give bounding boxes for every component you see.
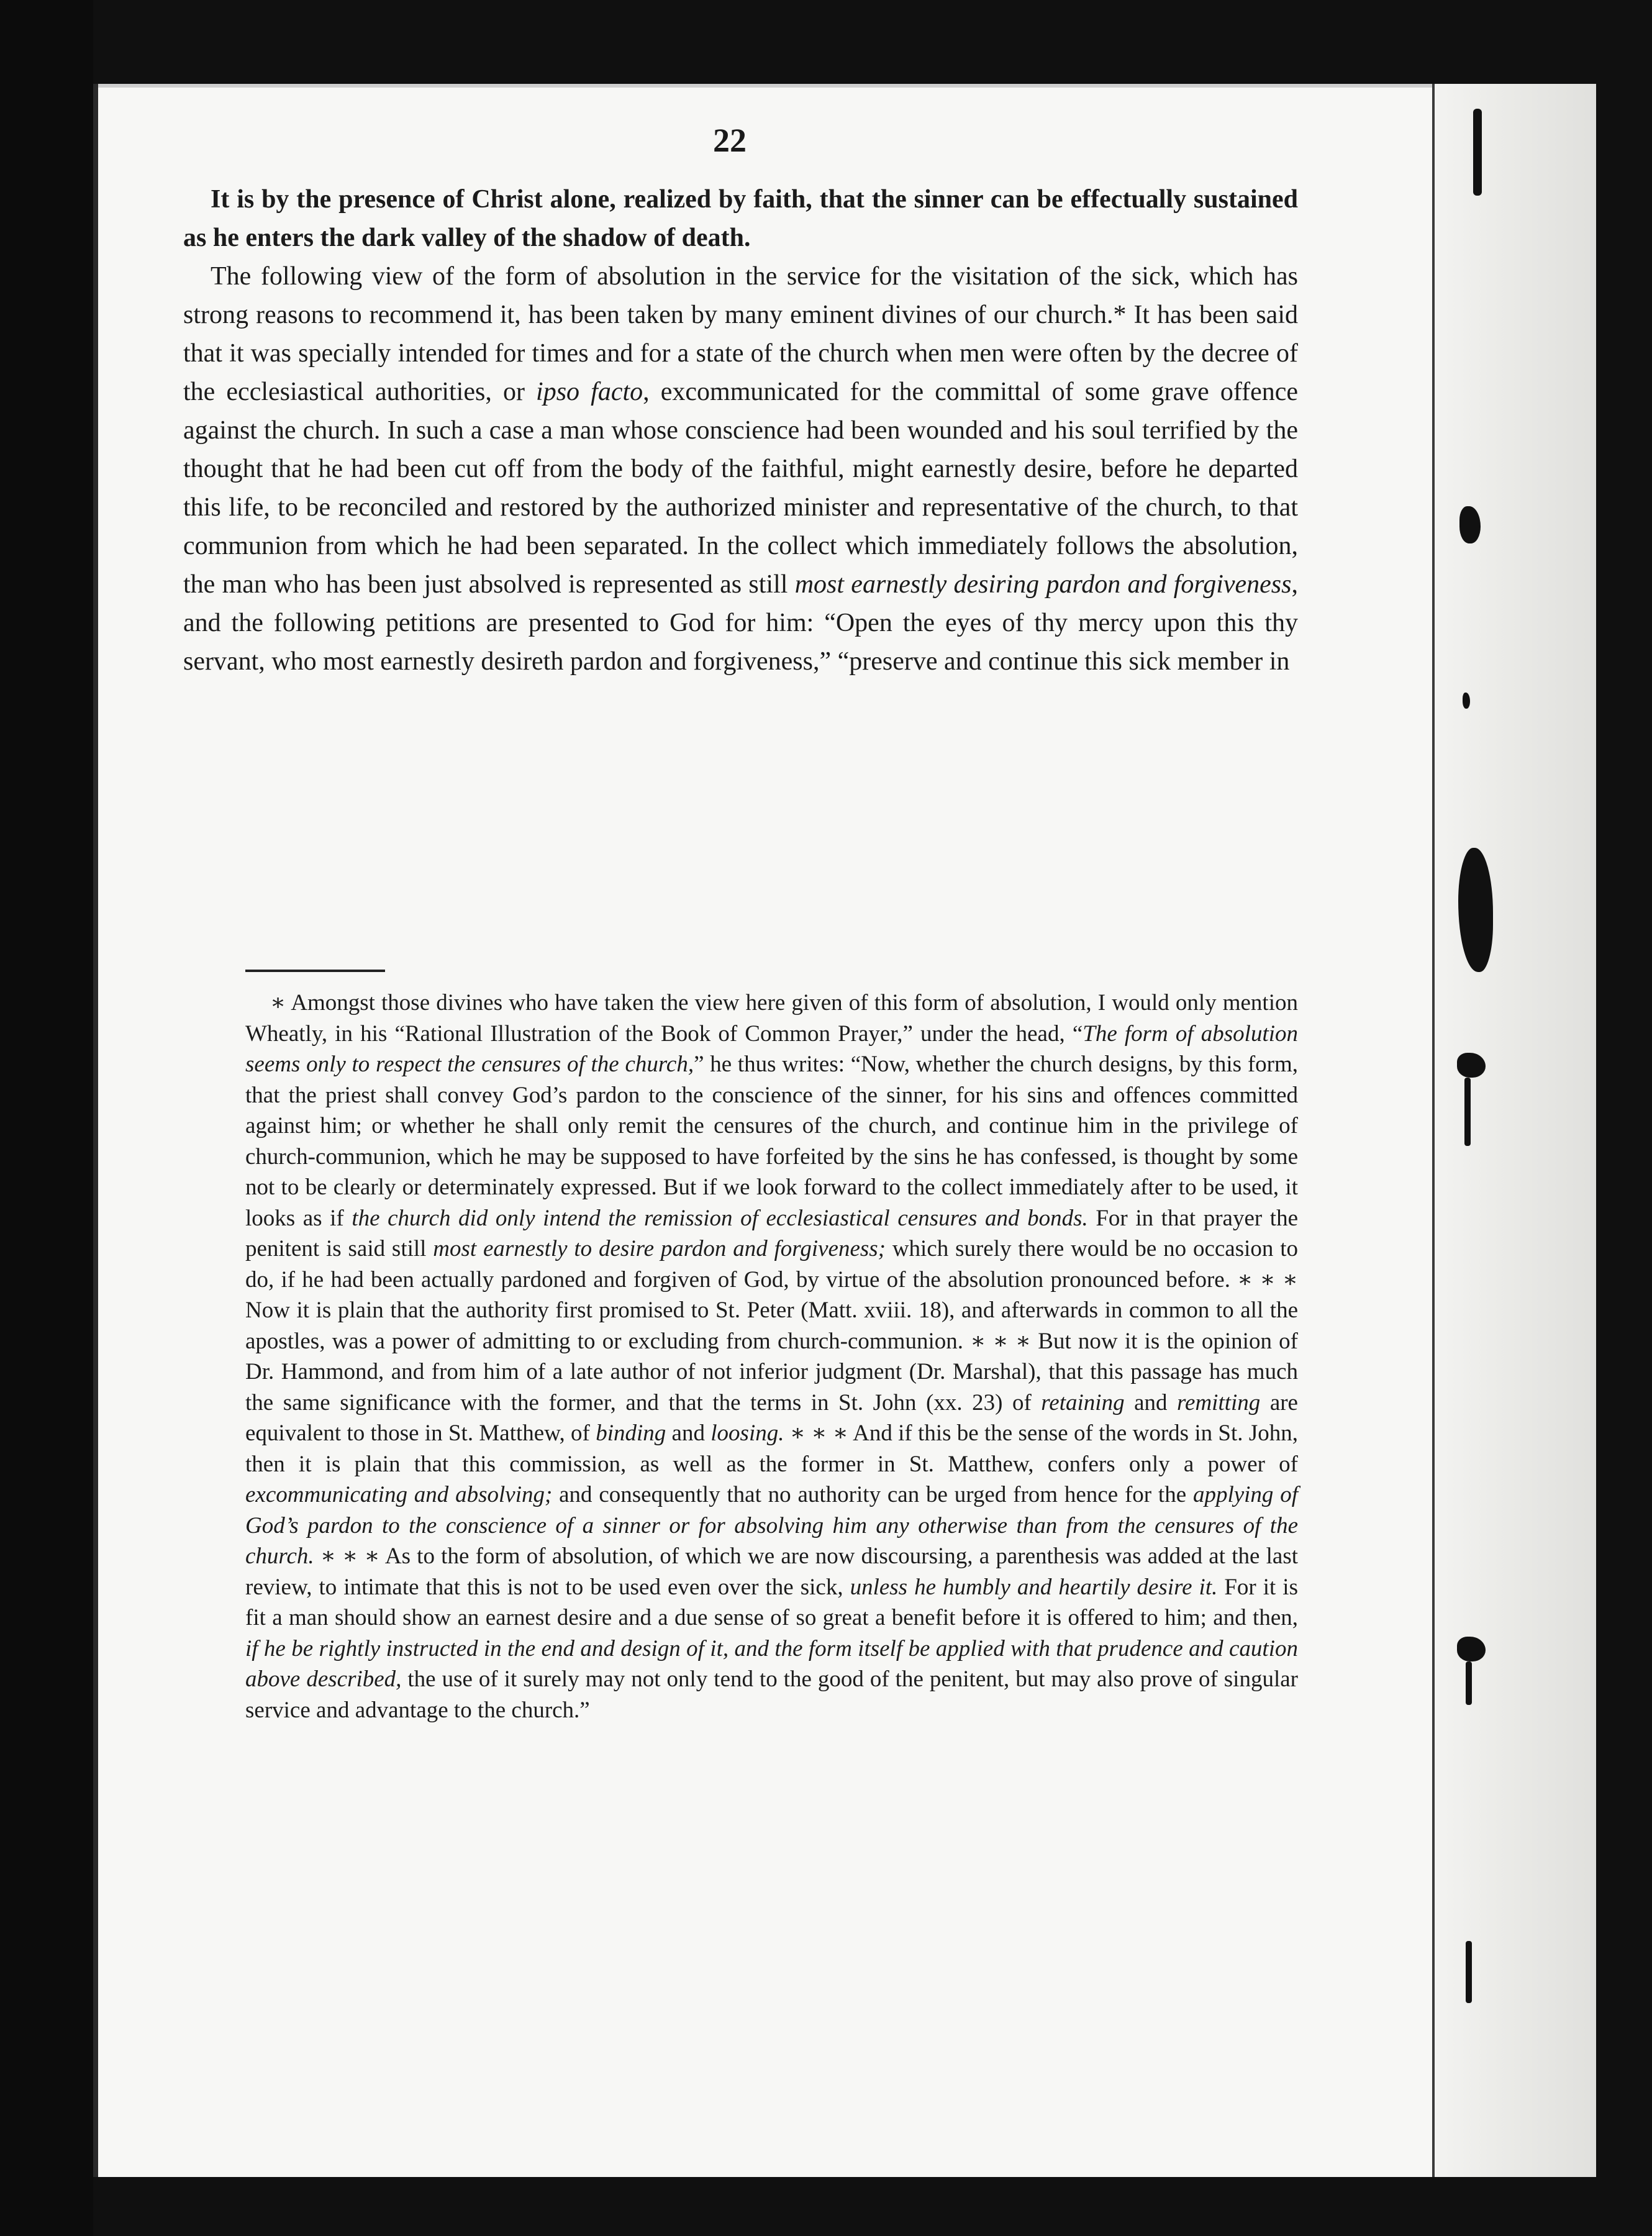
binding-mark [1463,693,1470,709]
binding-mark [1466,1661,1472,1705]
fn-emphasis: applying of God’s pardon to the conscience of a sinner or for absolving him any otherwise than from the censures of the church. [245,1482,1299,1569]
fn-text: are equivalent to those in St. Matthew, of [245,1389,1298,1446]
binding-mark [1473,109,1482,196]
fn-text: For in that prayer the penitent is said still [245,1205,1298,1261]
fn-text: For it is fit a man should show an earnest desire and a due sense of so great a benefit before it is offered to him; and then, [245,1574,1298,1630]
fn-emphasis: if he be rightly instructed in the end and design of it, and the form itself be applied with that prudence and caution above described, [245,1635,1298,1692]
sentence: , excommunicated for the committal of some grave offence against the church. [183,378,1298,445]
main-text [183,180,1298,681]
fn-text: ∗ Amongst those divines who have taken the view here given of this form of absolution, I would only mention Wheatly, in his “Rational Illustration of the Book of Common Prayer,” under the head, “ [245,990,1298,1047]
fn-text: the use of it surely may not only tend to the good of the penitent, but may also prove of singular service and advantage to the church.” [245,1666,1298,1723]
page-gutter [1432,84,1596,2177]
fn-emphasis: remitting [1177,1389,1261,1416]
binding-mark [1464,1078,1471,1146]
sentence: In the collect which immediately follows the absolution, the man who has been just absolved is represented as still [183,532,1298,599]
binding-mark [1466,1941,1472,2003]
binding-mark [1457,1053,1486,1078]
fn-text: ” he thus writes: “Now, whether the church designs, by this form, that the priest shall convey God’s pardon to the conscience of the sinner, for his sins and offences committed against him; or whether he shall only remit the censures of the church, and continue him in the privilege of church-communion, which he may be supposed to have forfeited by the sins he has confessed, is thought by some not to be clearly or determinately expressed. But if we look forward to the collect immediately after to be used, it looks as if [245,1052,1298,1231]
fn-text: ∗ ∗ ∗ And if this be the sense of the words in St. John, then it is plain that this commission, as well as the former in St. Matthew, confers only a power of [245,1420,1298,1477]
fn-emphasis: unless he humbly and heartily desire it. [850,1574,1218,1600]
fn-text: which surely there would be no occasion to do, if he had been actually pardoned and forgiven of God, by virtue of the absolution pronounced before. ∗ ∗ ∗ Now it is plain that the authority first promised to St. Peter (Matt. xviii. 18), and afterwards in common to all the apostles, was a power of admitting to or excluding from church-communion. ∗ ∗ ∗ But now it is the opinion of Dr. Hammond, and from him of a late author of not inferior judgment (Dr. Marshal), that this passage has much the same significance with the former, and that the terms in St. John (xx. 23) of [245,1236,1298,1416]
binding-mark [1458,848,1493,972]
emphasis: most earnestly desiring pardon and forgiveness [794,570,1292,599]
paragraph [183,257,1298,681]
fn-text: and consequently that no authority can be urged from hence for the [552,1482,1193,1507]
page-number: 22 [713,122,747,159]
binding-mark [1457,1637,1486,1661]
paragraph: It is by the presence of Christ alone, realized by faith, that the sinner can be effectually sustained as he enters the dark valley of the shadow of death. [183,185,1298,252]
fn-emphasis: excommunicating and absolving; [245,1482,553,1507]
fn-emphasis: binding [596,1420,666,1446]
fn-emphasis: loosing. [710,1420,784,1446]
fn-emphasis: retaining [1041,1389,1125,1416]
sentence: It has been said that it was specially intended for times and for a state of the church when men were often by the decree of the ecclesiastical authorities, or [183,301,1298,406]
fn-text: and [666,1420,711,1446]
fn-emphasis: The form of absolution seems only to respect the censures of the church, [245,1020,1299,1077]
sentence: The following view of the form of absolution in the service for the visitation of the sick, which has strong reasons to recommend it, has been taken by many eminent divines of our church.* [183,262,1298,329]
scan-border [0,0,93,2236]
fn-text: and [1124,1389,1178,1416]
sentence: , and the following petitions are presented to God for him: “Open the eyes of thy mercy upon this thy servant, who most earnestly desireth pardon and forgiveness,” “preserve and continue this sick member in [183,570,1298,676]
fn-emphasis: the church did only intend the remission of ecclesiastical censures and bonds. [352,1205,1088,1231]
fn-emphasis: most earnestly to desire pardon and forgiveness; [433,1236,886,1261]
binding-mark [1459,506,1481,543]
footnote [245,988,1298,1725]
footnote-rule [245,970,385,972]
latin-phrase: ipso facto [536,378,643,406]
fn-text: ∗ ∗ ∗ As to the form of absolution, of which we are now discoursing, a parenthesis was added at the last review, to intimate that this is not to be used even over the sick, [245,1543,1298,1600]
sentence: In such a case a man whose conscience had been wounded and his soul terrified by the thought that he had been cut off from the body of the faithful, might earnestly desire, before he departed this life, to be reconciled and restored by the authorized minister and representative of the church, to that communion from which he had been separated. [183,416,1298,560]
footnote-paragraph [245,988,1298,1725]
